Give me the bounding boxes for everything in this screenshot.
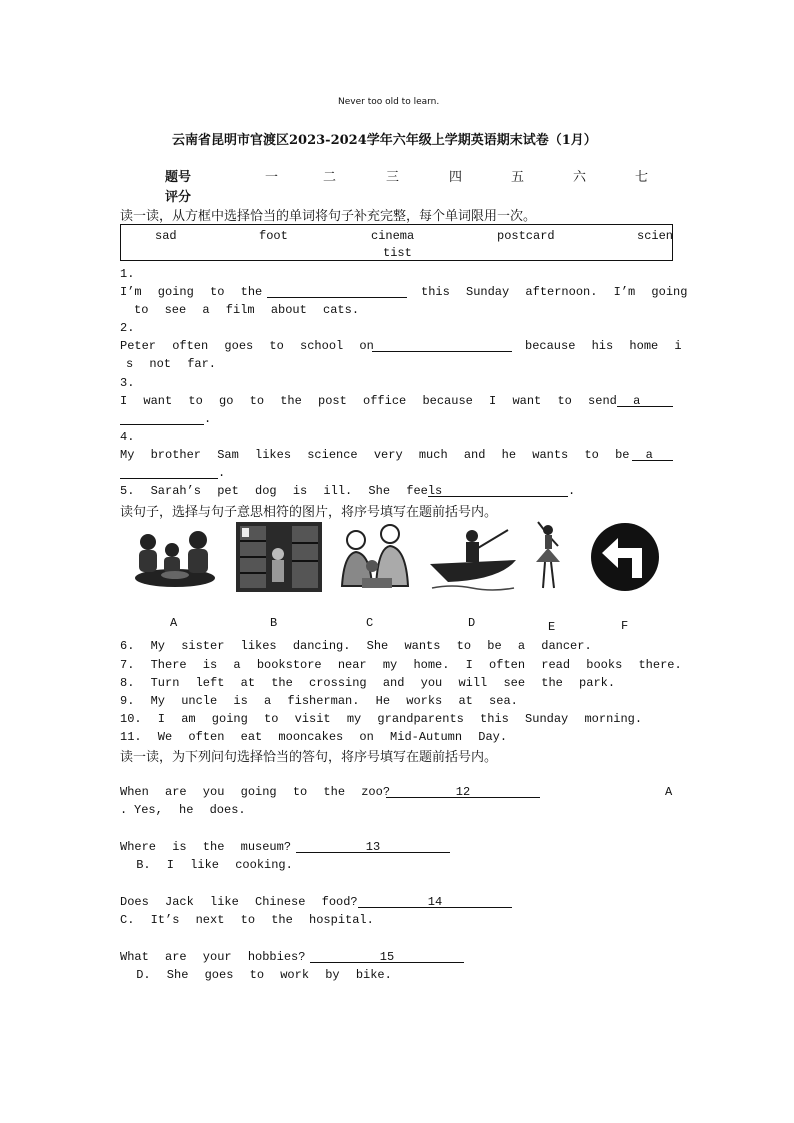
q2-text-b: because his home i bbox=[525, 339, 682, 353]
answer-c-text: C. It’s next to the hospital. bbox=[120, 913, 374, 927]
score-col-1: 一 bbox=[265, 170, 279, 185]
pic-label-b: B bbox=[270, 616, 278, 630]
pic-label-e: E bbox=[548, 620, 556, 634]
q4-period: . bbox=[218, 466, 226, 480]
q3-period: . bbox=[204, 412, 212, 426]
section3-instruction: 读一读，为下列问句选择恰当的答句，将序号填写在题前括号内。 bbox=[120, 750, 498, 765]
q4-answer-blank-b[interactable] bbox=[120, 466, 218, 479]
grandparents-icon bbox=[332, 520, 422, 594]
q5-answer-blank[interactable] bbox=[428, 484, 568, 497]
question-12-number: 12 bbox=[455, 785, 471, 799]
score-col-6: 六 bbox=[573, 170, 587, 185]
q1-text-a: I’m going to the bbox=[120, 285, 263, 299]
sentence-10: 10. I am going to visit my grandparents this Sunday morning. bbox=[120, 712, 643, 726]
question-14-text: Does Jack like Chinese food? bbox=[120, 895, 358, 909]
answer-d-text: D. She goes to work by bike. bbox=[120, 968, 392, 982]
score-col-4: 四 bbox=[449, 170, 463, 185]
question-number-label: 题号 bbox=[165, 170, 192, 185]
q3-text-a: I want to go to the post office because I want to send a bbox=[120, 394, 641, 408]
sentence-11: 11. We often eat mooncakes on Mid-Autumn Day. bbox=[120, 730, 508, 744]
answer-a-text: Yes, he does. bbox=[134, 803, 246, 817]
answer-a-letter: A bbox=[665, 785, 673, 799]
family-dinner-icon bbox=[130, 520, 220, 594]
answer-a-dot: . bbox=[120, 803, 128, 817]
score-col-5: 五 bbox=[511, 170, 525, 185]
dancer-icon bbox=[518, 520, 582, 594]
score-col-3: 三 bbox=[386, 170, 400, 185]
bookstore-icon bbox=[234, 520, 324, 594]
page-title: 云南省昆明市官渡区2023-2024学年六年级上学期英语期末试卷（1月） bbox=[172, 133, 597, 148]
q4-text-a: My brother Sam likes science very much and he wants to be a bbox=[120, 448, 653, 462]
question-14-number: 14 bbox=[427, 895, 443, 909]
sentence-6: 6. My sister likes dancing. She wants to be a dancer. bbox=[120, 639, 592, 653]
section2-instruction: 读句子，选择与句子意思相符的图片，将序号填写在题前括号内。 bbox=[120, 505, 498, 520]
q1-text-c: to see a film about cats. bbox=[134, 303, 360, 317]
question-14-blank[interactable] bbox=[358, 895, 512, 908]
question-13-text: Where is the museum? bbox=[120, 840, 292, 854]
section1-instruction: 读一读，从方框中选择恰当的单词将句子补充完整，每个单词限用一次。 bbox=[120, 209, 537, 224]
score-col-7: 七 bbox=[635, 170, 649, 185]
pic-label-f: F bbox=[621, 619, 629, 633]
q1-line1 bbox=[120, 285, 262, 299]
turn-left-sign-icon bbox=[586, 520, 664, 594]
q3-answer-blank-b[interactable] bbox=[120, 412, 204, 425]
word-postcard: postcard bbox=[497, 229, 555, 243]
sentence-9: 9. My uncle is a fisherman. He works at sea. bbox=[120, 694, 518, 708]
pic-label-d: D bbox=[468, 616, 476, 630]
q4-answer-blank-a[interactable] bbox=[632, 448, 673, 461]
question-13-number: 13 bbox=[365, 840, 381, 854]
word-sad: sad bbox=[155, 229, 177, 243]
q2-text-a: Peter often goes to school on bbox=[120, 339, 374, 353]
fisherman-boat-icon bbox=[428, 520, 518, 594]
sentence-8: 8. Turn left at the crossing and you will see the park. bbox=[120, 676, 616, 690]
score-col-2: 二 bbox=[323, 170, 337, 185]
question-15-blank[interactable] bbox=[310, 950, 464, 963]
answer-b-text: B. I like cooking. bbox=[120, 858, 293, 872]
word-box bbox=[120, 224, 673, 261]
q4-number: 4. bbox=[120, 430, 135, 444]
word-foot: foot bbox=[259, 229, 288, 243]
q5-period: . bbox=[568, 484, 576, 498]
sentence-7: 7. There is a bookstore near my home. I often read books there. bbox=[120, 658, 682, 672]
q3-answer-blank-a[interactable] bbox=[617, 394, 673, 407]
q1-number: 1. bbox=[120, 267, 135, 281]
q2-answer-blank[interactable] bbox=[372, 339, 512, 352]
pic-label-a: A bbox=[170, 616, 178, 630]
pic-label-c: C bbox=[366, 616, 374, 630]
question-15-number: 15 bbox=[379, 950, 395, 964]
word-cinema: cinema bbox=[371, 229, 415, 243]
score-label: 评分 bbox=[165, 190, 192, 205]
q5-text-a: 5. Sarah’s pet dog is ill. She feels bbox=[120, 484, 443, 498]
q2-number: 2. bbox=[120, 321, 135, 335]
header-motto: Never too old to learn. bbox=[338, 97, 440, 107]
question-12-blank[interactable] bbox=[386, 785, 540, 798]
word-scientist-end: tist bbox=[383, 246, 412, 260]
q2-text-c: s not far. bbox=[126, 357, 217, 371]
q1-answer-blank[interactable] bbox=[267, 285, 407, 298]
q1-text-b: this Sunday afternoon. I’m going bbox=[421, 285, 688, 299]
q3-number: 3. bbox=[120, 376, 135, 390]
question-15-text: What are your hobbies? bbox=[120, 950, 306, 964]
question-13-blank[interactable] bbox=[296, 840, 450, 853]
word-scientist-start: scien bbox=[637, 229, 674, 243]
question-12-text: When are you going to the zoo? bbox=[120, 785, 391, 799]
